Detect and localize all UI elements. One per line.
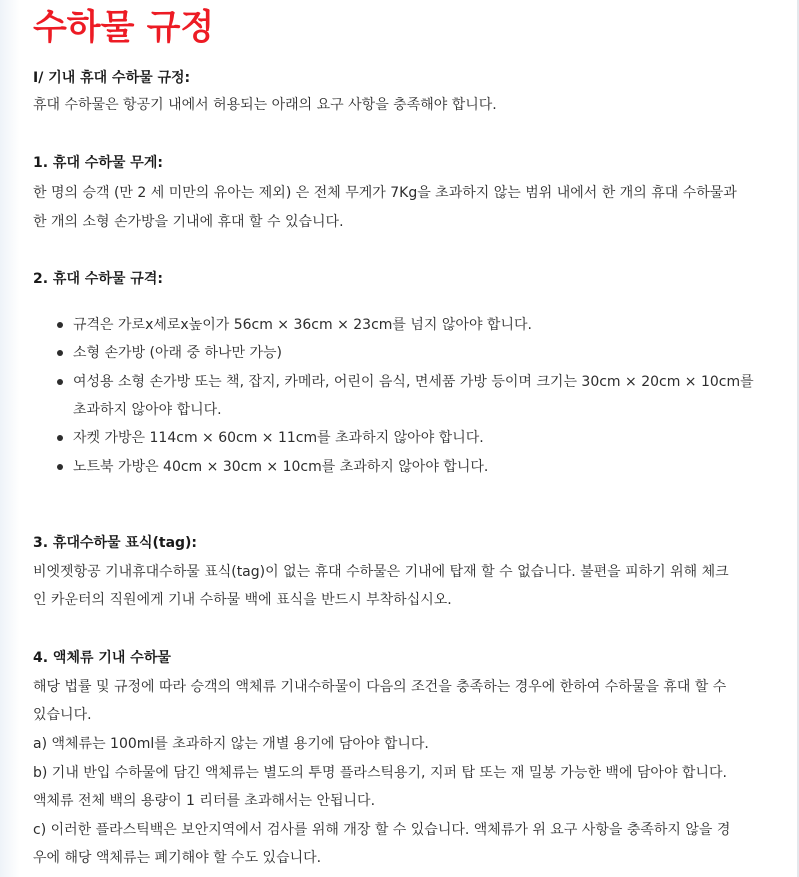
bullet-icon xyxy=(57,464,63,470)
liquids-rule-b-line-2: 액체류 전체 백의 용량이 1 리터를 초과해서는 안됩니다. xyxy=(33,793,376,809)
liquids-text-line-2: 있습니다. xyxy=(33,707,92,723)
liquids-rule-c-line-1: c) 이러한 플라스틱백은 보안지역에서 검사를 위해 개장 할 수 있습니다. 액체류가 위 요구 사항을 충족하지 않을 경 xyxy=(33,822,731,838)
list-item-text-continued: 초과하지 않아야 합니다. xyxy=(73,402,222,418)
liquids-text-line-1: 해당 법률 및 규정에 따라 승객의 액체류 기내수하물이 다음의 조건을 충족하는 경우에 한하여 수하물을 휴대 할 수 xyxy=(33,679,727,695)
tag-text-line-1: 비엣젯항공 기내휴대수하물 표식(tag)이 없는 휴대 수하물은 기내에 탑재 할 수 없습니다. 불편을 피하기 위해 체크 xyxy=(33,564,729,580)
page-title: 수하물 규정 xyxy=(33,8,215,48)
list-item-text: 노트북 가방은 40cm × 30cm × 10cm를 초과하지 않아야 합니다. xyxy=(73,459,489,475)
liquids-rule-b-line-1: b) 기내 반입 수하물에 담긴 액체류는 별도의 투명 플라스틱용기, 지퍼 탑 또는 재 밀봉 가능한 백에 담아야 합니다. xyxy=(33,765,727,781)
bullet-icon xyxy=(57,350,63,356)
bullet-icon xyxy=(57,435,63,441)
bullet-icon xyxy=(57,379,63,385)
liquids-rule-a: a) 액체류는 100ml를 초과하지 않는 개별 용기에 담아야 합니다. xyxy=(33,736,429,752)
section-heading-carry-on: I/ 기내 휴대 수하물 규정: xyxy=(33,70,191,86)
list-item-text: 규격은 가로x세로x높이가 56cm × 36cm × 23cm를 넘지 않아야 합니다. xyxy=(73,317,532,333)
list-item-text: 자켓 가방은 114cm × 60cm × 11cm를 초과하지 않아야 합니다. xyxy=(73,430,484,446)
size-heading: 2. 휴대 수하물 규격: xyxy=(33,271,163,287)
weight-heading: 1. 휴대 수하물 무게: xyxy=(33,155,163,171)
list-item-text: 소형 손가방 (아래 중 하나만 가능) xyxy=(73,345,282,361)
bullet-icon xyxy=(57,322,63,328)
tag-heading: 3. 휴대수하물 표식(tag): xyxy=(33,535,198,551)
list-item-text: 여성용 소형 손가방 또는 책, 잡지, 카메라, 어린이 음식, 면세품 가방 등이며 크기는 30cm × 20cm × 10cm를 xyxy=(73,374,754,390)
liquids-heading: 4. 액체류 기내 수하물 xyxy=(33,650,171,666)
left-page-shadow xyxy=(0,0,20,877)
carry-on-intro: 휴대 수하물은 항공기 내에서 허용되는 아래의 요구 사항을 충족해야 합니다. xyxy=(33,97,497,113)
tag-text-line-2: 인 카운터의 직원에게 기내 수하물 백에 표식을 반드시 부착하십시오. xyxy=(33,592,452,608)
weight-text-line-1: 한 명의 승객 (만 2 세 미만의 유아는 제외) 은 전체 무게가 7Kg을 초과하지 않는 범위 내에서 한 개의 휴대 수하물과 xyxy=(33,185,737,201)
weight-text-line-2: 한 개의 소형 손가방을 기내에 휴대 할 수 있습니다. xyxy=(33,214,344,230)
liquids-rule-c-line-2: 우에 해당 액체류는 폐기해야 할 수도 있습니다. xyxy=(33,850,322,866)
